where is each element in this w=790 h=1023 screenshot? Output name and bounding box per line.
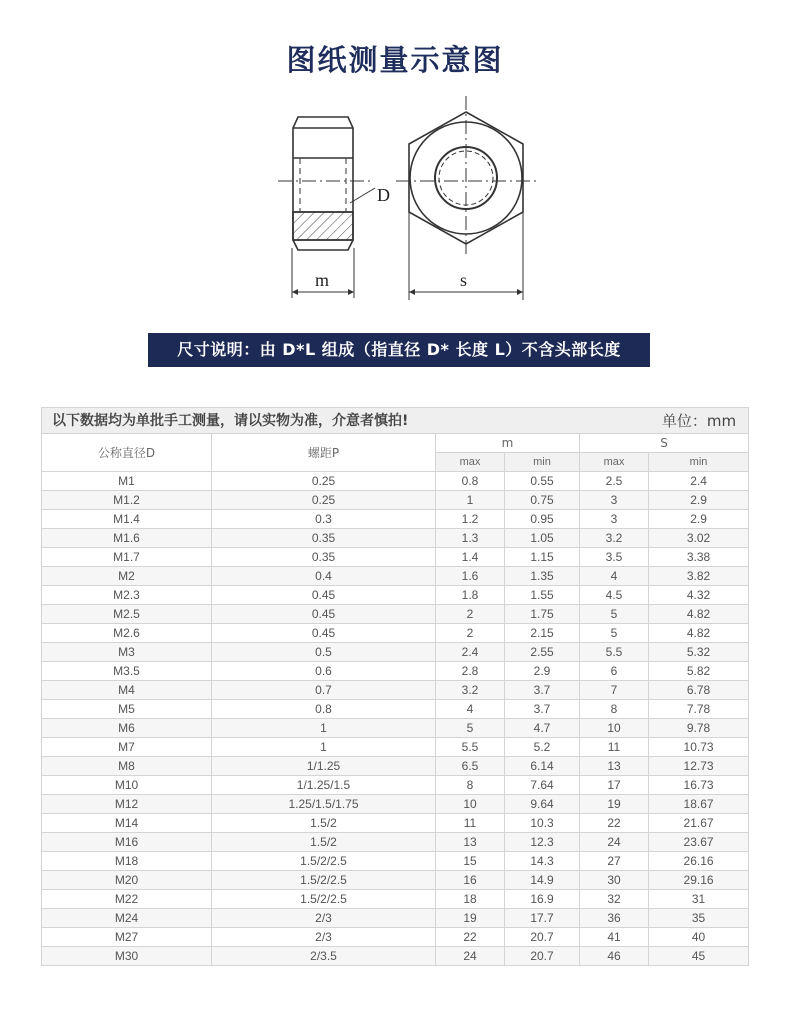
cell-s-max: 41 — [580, 928, 649, 947]
cell-nominal-diameter: M20 — [42, 871, 212, 890]
label-d: D — [377, 185, 390, 205]
cell-s-max: 17 — [580, 776, 649, 795]
cell-pitch: 2/3 — [212, 928, 436, 947]
cell-nominal-diameter: M7 — [42, 738, 212, 757]
cell-m-max: 2.8 — [436, 662, 505, 681]
cell-nominal-diameter: M1.2 — [42, 491, 212, 510]
cell-m-max: 13 — [436, 833, 505, 852]
cell-pitch: 1/1.25 — [212, 757, 436, 776]
cell-s-min: 10.73 — [649, 738, 749, 757]
cell-m-min: 2.55 — [505, 643, 580, 662]
cell-s-min: 12.73 — [649, 757, 749, 776]
cell-pitch: 0.45 — [212, 624, 436, 643]
cell-s-min: 5.32 — [649, 643, 749, 662]
cell-pitch: 2/3.5 — [212, 947, 436, 966]
cell-m-min: 2.9 — [505, 662, 580, 681]
cell-pitch: 1.5/2 — [212, 833, 436, 852]
hex-nut-drawing — [270, 88, 560, 307]
cell-m-min: 14.9 — [505, 871, 580, 890]
cell-nominal-diameter: M3 — [42, 643, 212, 662]
cell-pitch: 1.5/2 — [212, 814, 436, 833]
cell-m-max: 19 — [436, 909, 505, 928]
cell-m-min: 9.64 — [505, 795, 580, 814]
cell-s-max: 24 — [580, 833, 649, 852]
cell-m-min: 20.7 — [505, 947, 580, 966]
table-row — [42, 643, 749, 662]
cell-m-min: 17.7 — [505, 909, 580, 928]
table-row — [42, 795, 749, 814]
cell-m-min: 0.55 — [505, 472, 580, 491]
table-row — [42, 586, 749, 605]
measurement-note: 以下数据均为单批手工测量，请以实物为准，介意者慎拍! — [52, 412, 409, 429]
cell-pitch: 0.45 — [212, 586, 436, 605]
table-row — [42, 624, 749, 643]
table-row — [42, 548, 749, 567]
cell-nominal-diameter: M30 — [42, 947, 212, 966]
cell-nominal-diameter: M1.6 — [42, 529, 212, 548]
cell-m-max: 24 — [436, 947, 505, 966]
table-body — [42, 472, 749, 966]
table-row — [42, 757, 749, 776]
cell-pitch: 0.7 — [212, 681, 436, 700]
cell-m-max: 11 — [436, 814, 505, 833]
cell-s-max: 5 — [580, 624, 649, 643]
cell-s-min: 4.32 — [649, 586, 749, 605]
table-row — [42, 890, 749, 909]
cell-m-min: 14.3 — [505, 852, 580, 871]
label-m: m — [315, 270, 330, 290]
cell-m-max: 2.4 — [436, 643, 505, 662]
cell-s-max: 7 — [580, 681, 649, 700]
cell-m-max: 8 — [436, 776, 505, 795]
cell-s-min: 45 — [649, 947, 749, 966]
cell-m-max: 10 — [436, 795, 505, 814]
cell-nominal-diameter: M2.5 — [42, 605, 212, 624]
cell-m-max: 6.5 — [436, 757, 505, 776]
cell-pitch: 2/3 — [212, 909, 436, 928]
cell-s-min: 4.82 — [649, 624, 749, 643]
cell-pitch: 0.25 — [212, 472, 436, 491]
cell-m-max: 1.6 — [436, 567, 505, 586]
cell-s-min: 3.38 — [649, 548, 749, 567]
cell-nominal-diameter: M16 — [42, 833, 212, 852]
cell-m-min: 1.15 — [505, 548, 580, 567]
cell-m-max: 4 — [436, 700, 505, 719]
cell-pitch: 1.25/1.5/1.75 — [212, 795, 436, 814]
table-row — [42, 719, 749, 738]
cell-nominal-diameter: M2.3 — [42, 586, 212, 605]
cell-m-min: 20.7 — [505, 928, 580, 947]
cell-nominal-diameter: M2 — [42, 567, 212, 586]
label-s: s — [460, 270, 468, 290]
cell-pitch: 1/1.25/1.5 — [212, 776, 436, 795]
cell-nominal-diameter: M8 — [42, 757, 212, 776]
cell-pitch: 0.3 — [212, 510, 436, 529]
cell-m-min: 6.14 — [505, 757, 580, 776]
table-note-row — [42, 408, 749, 434]
cell-s-max: 11 — [580, 738, 649, 757]
cell-s-min: 2.4 — [649, 472, 749, 491]
cell-pitch: 1.5/2/2.5 — [212, 871, 436, 890]
cell-nominal-diameter: M1.4 — [42, 510, 212, 529]
cell-s-max: 22 — [580, 814, 649, 833]
spec-table — [41, 407, 749, 966]
header-m-min: min — [505, 453, 580, 472]
cell-s-min: 31 — [649, 890, 749, 909]
table-row — [42, 833, 749, 852]
cell-nominal-diameter: M24 — [42, 909, 212, 928]
cell-m-max: 15 — [436, 852, 505, 871]
cell-s-max: 4.5 — [580, 586, 649, 605]
cell-s-min: 18.67 — [649, 795, 749, 814]
header-s: S — [580, 434, 749, 453]
cell-s-max: 46 — [580, 947, 649, 966]
cell-m-min: 1.55 — [505, 586, 580, 605]
cell-m-max: 1.2 — [436, 510, 505, 529]
cell-m-min: 3.7 — [505, 681, 580, 700]
cell-m-max: 16 — [436, 871, 505, 890]
cell-nominal-diameter: M22 — [42, 890, 212, 909]
cell-nominal-diameter: M18 — [42, 852, 212, 871]
cell-s-max: 4 — [580, 567, 649, 586]
header-m-max: max — [436, 453, 505, 472]
cell-s-min: 35 — [649, 909, 749, 928]
cell-s-max: 13 — [580, 757, 649, 776]
cell-pitch: 1.5/2/2.5 — [212, 890, 436, 909]
cell-pitch: 0.25 — [212, 491, 436, 510]
cell-pitch: 1 — [212, 738, 436, 757]
table-row — [42, 814, 749, 833]
cell-m-min: 0.95 — [505, 510, 580, 529]
cell-s-max: 30 — [580, 871, 649, 890]
cell-nominal-diameter: M1.7 — [42, 548, 212, 567]
cell-m-max: 2 — [436, 605, 505, 624]
size-description-banner: 尺寸说明：由 D*L 组成（指直径 D* 长度 L）不含头部长度 — [148, 333, 650, 367]
cell-m-min: 1.35 — [505, 567, 580, 586]
cell-m-min: 5.2 — [505, 738, 580, 757]
cell-m-max: 2 — [436, 624, 505, 643]
cell-m-max: 18 — [436, 890, 505, 909]
cell-m-max: 1.3 — [436, 529, 505, 548]
cell-s-min: 23.67 — [649, 833, 749, 852]
cell-nominal-diameter: M5 — [42, 700, 212, 719]
cell-nominal-diameter: M2.6 — [42, 624, 212, 643]
header-nominal-diameter: 公称直径D — [42, 434, 212, 472]
table-row — [42, 909, 749, 928]
cell-pitch: 0.6 — [212, 662, 436, 681]
cell-nominal-diameter: M6 — [42, 719, 212, 738]
cell-m-max: 1 — [436, 491, 505, 510]
cell-pitch: 0.4 — [212, 567, 436, 586]
cell-m-min: 3.7 — [505, 700, 580, 719]
unit-label: 单位：mm — [661, 411, 737, 430]
cell-m-min: 0.75 — [505, 491, 580, 510]
cell-s-min: 29.16 — [649, 871, 749, 890]
cell-s-max: 8 — [580, 700, 649, 719]
cell-s-min: 9.78 — [649, 719, 749, 738]
cell-s-max: 5.5 — [580, 643, 649, 662]
cell-s-max: 36 — [580, 909, 649, 928]
table-row — [42, 776, 749, 795]
table-row — [42, 567, 749, 586]
table-row — [42, 700, 749, 719]
cell-s-max: 10 — [580, 719, 649, 738]
cell-m-min: 16.9 — [505, 890, 580, 909]
cell-s-min: 3.02 — [649, 529, 749, 548]
technical-drawing-svg — [270, 88, 560, 303]
table-row — [42, 947, 749, 966]
table-row — [42, 605, 749, 624]
cell-nominal-diameter: M12 — [42, 795, 212, 814]
table-row — [42, 928, 749, 947]
cell-s-max: 3.5 — [580, 548, 649, 567]
cell-s-min: 26.16 — [649, 852, 749, 871]
cell-pitch: 0.5 — [212, 643, 436, 662]
cell-m-min: 2.15 — [505, 624, 580, 643]
cell-s-min: 21.67 — [649, 814, 749, 833]
cell-s-min: 2.9 — [649, 510, 749, 529]
cell-pitch: 0.45 — [212, 605, 436, 624]
table-row — [42, 681, 749, 700]
cell-m-max: 3.2 — [436, 681, 505, 700]
cell-m-max: 1.8 — [436, 586, 505, 605]
spec-table-container — [41, 407, 748, 966]
cell-nominal-diameter: M3.5 — [42, 662, 212, 681]
cell-m-min: 1.05 — [505, 529, 580, 548]
cell-nominal-diameter: M27 — [42, 928, 212, 947]
cell-s-max: 27 — [580, 852, 649, 871]
header-pitch: 螺距P — [212, 434, 436, 472]
header-m: m — [436, 434, 580, 453]
cell-s-min: 6.78 — [649, 681, 749, 700]
table-row — [42, 871, 749, 890]
cell-s-min: 7.78 — [649, 700, 749, 719]
cell-nominal-diameter: M14 — [42, 814, 212, 833]
cell-m-min: 10.3 — [505, 814, 580, 833]
cell-s-min: 16.73 — [649, 776, 749, 795]
cell-m-max: 22 — [436, 928, 505, 947]
cell-pitch: 1 — [212, 719, 436, 738]
cell-s-min: 5.82 — [649, 662, 749, 681]
cell-m-max: 0.8 — [436, 472, 505, 491]
page-title: 图纸测量示意图 — [286, 43, 504, 77]
cell-m-min: 4.7 — [505, 719, 580, 738]
cell-nominal-diameter: M1 — [42, 472, 212, 491]
cell-m-min: 1.75 — [505, 605, 580, 624]
cell-m-min: 12.3 — [505, 833, 580, 852]
cell-s-max: 5 — [580, 605, 649, 624]
table-row — [42, 738, 749, 757]
cell-s-max: 19 — [580, 795, 649, 814]
table-row — [42, 662, 749, 681]
table-row — [42, 852, 749, 871]
cell-pitch: 0.35 — [212, 548, 436, 567]
cell-s-max: 2.5 — [580, 472, 649, 491]
table-row — [42, 510, 749, 529]
cell-m-min: 7.64 — [505, 776, 580, 795]
cell-m-max: 5.5 — [436, 738, 505, 757]
header-s-min: min — [649, 453, 749, 472]
cell-s-max: 3 — [580, 510, 649, 529]
cell-nominal-diameter: M4 — [42, 681, 212, 700]
table-row — [42, 491, 749, 510]
cell-pitch: 0.35 — [212, 529, 436, 548]
cell-pitch: 1.5/2/2.5 — [212, 852, 436, 871]
cell-m-max: 1.4 — [436, 548, 505, 567]
cell-s-max: 3.2 — [580, 529, 649, 548]
cell-s-min: 40 — [649, 928, 749, 947]
cell-nominal-diameter: M10 — [42, 776, 212, 795]
cell-pitch: 0.8 — [212, 700, 436, 719]
cell-s-min: 3.82 — [649, 567, 749, 586]
cell-s-min: 4.82 — [649, 605, 749, 624]
header-s-max: max — [580, 453, 649, 472]
cell-s-max: 3 — [580, 491, 649, 510]
table-row — [42, 472, 749, 491]
table-row — [42, 529, 749, 548]
cell-s-min: 2.9 — [649, 491, 749, 510]
cell-m-max: 5 — [436, 719, 505, 738]
cell-s-max: 32 — [580, 890, 649, 909]
cell-s-max: 6 — [580, 662, 649, 681]
